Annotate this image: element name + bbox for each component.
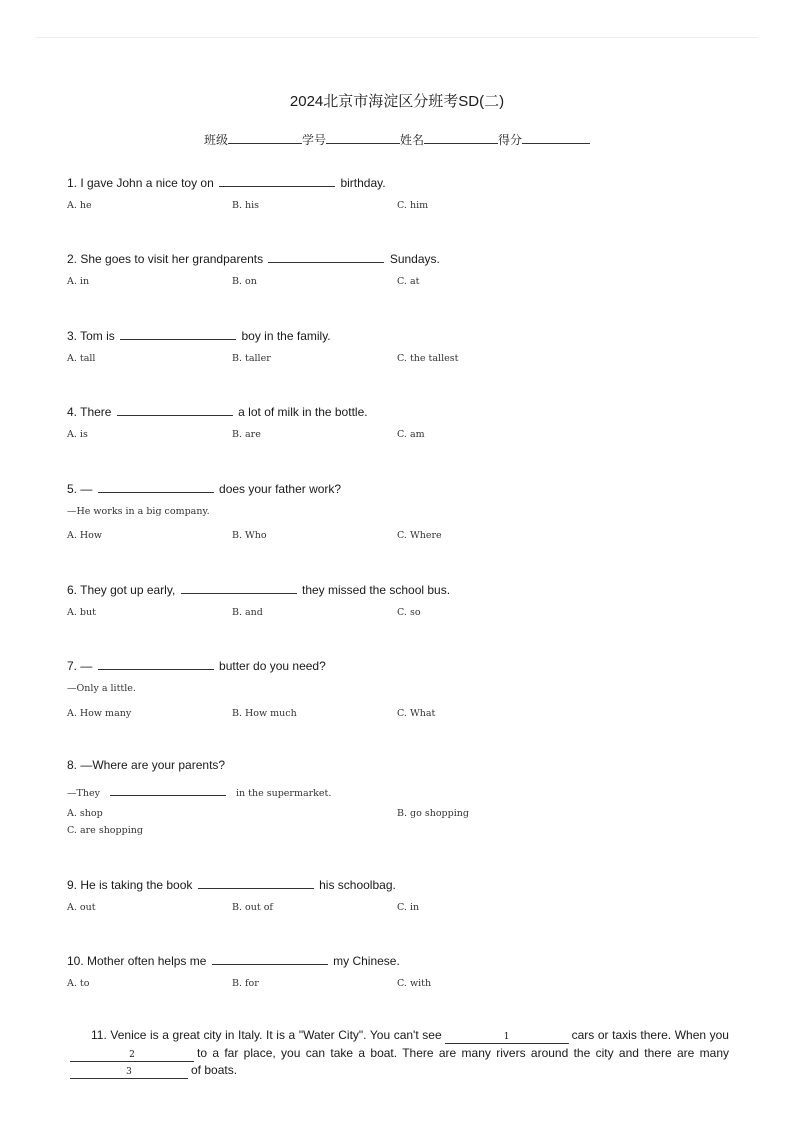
cloze-blank-2[interactable]: 2	[70, 1049, 194, 1062]
option-b[interactable]: B. are	[232, 429, 261, 440]
question-3-text-end: boy in the family.	[241, 329, 331, 343]
top-rule	[36, 37, 758, 38]
question-6	[67, 581, 450, 597]
options-10	[67, 978, 727, 992]
options-1	[67, 200, 727, 214]
option-a[interactable]: A. is	[67, 429, 88, 440]
question-8-reply-end: in the supermarket.	[235, 788, 332, 799]
question-3	[67, 327, 331, 343]
field-score-label: 得分	[498, 133, 523, 147]
option-a[interactable]: A. to	[67, 978, 90, 989]
question-1	[67, 174, 386, 190]
cloze-blank-3[interactable]: 3	[70, 1066, 188, 1079]
question-10	[67, 952, 400, 968]
question-7-text-end: butter do you need?	[219, 659, 326, 673]
option-a[interactable]: A. but	[67, 607, 96, 618]
question-2-text-end: Sundays.	[389, 252, 440, 266]
option-a[interactable]: A. out	[67, 902, 96, 913]
option-a[interactable]: A. How	[67, 530, 103, 541]
question-7	[67, 657, 326, 673]
question-9-text: 9. He is taking the book	[67, 878, 193, 892]
option-c[interactable]: C. Where	[397, 530, 442, 541]
question-6-text: 6. They got up early,	[67, 583, 176, 597]
question-4	[67, 403, 368, 419]
option-c[interactable]: C. him	[397, 200, 429, 211]
options-2	[67, 276, 727, 290]
question-8-reply	[67, 784, 331, 799]
option-b[interactable]: B. out of	[232, 902, 273, 913]
answer-blank[interactable]	[198, 876, 314, 889]
question-2	[67, 250, 440, 266]
field-name-label: 姓名	[400, 133, 425, 147]
passage-text: 11. Venice is a great city in Italy. It is a "Water City". You can't see	[91, 1028, 442, 1042]
option-a[interactable]: A. shop	[67, 808, 103, 819]
field-class-label: 班级	[203, 133, 228, 147]
question-10-text-end: my Chinese.	[333, 954, 400, 968]
option-a[interactable]: A. How many	[67, 708, 132, 719]
field-id-label: 学号	[301, 133, 326, 147]
answer-blank[interactable]	[181, 581, 297, 594]
option-c[interactable]: C. in	[397, 902, 420, 913]
question-9-text-end: his schoolbag.	[319, 878, 396, 892]
answer-blank[interactable]	[120, 327, 236, 340]
options-7	[67, 708, 727, 722]
options-6	[67, 607, 727, 621]
cloze-blank-1[interactable]: 1	[445, 1031, 569, 1044]
question-4-text-end: a lot of milk in the bottle.	[238, 405, 368, 419]
option-c[interactable]: C. What	[397, 708, 436, 719]
question-5	[67, 480, 341, 496]
question-4-text: 4. There	[67, 405, 112, 419]
field-id-blank[interactable]	[326, 131, 400, 144]
question-8	[67, 758, 225, 772]
option-c[interactable]: C. are shopping	[67, 825, 143, 836]
field-class-blank[interactable]	[228, 131, 302, 144]
question-5-text-end: does your father work?	[219, 482, 342, 496]
question-9	[67, 876, 396, 892]
answer-blank[interactable]	[268, 250, 384, 263]
option-c[interactable]: C. am	[397, 429, 425, 440]
option-b[interactable]: B. his	[232, 200, 260, 211]
option-c[interactable]: C. the tallest	[397, 353, 459, 364]
option-a[interactable]: A. he	[67, 200, 92, 211]
question-5-reply: —He works in a big company.	[67, 506, 210, 517]
option-a[interactable]: A. tall	[67, 353, 96, 364]
question-6-text-end: they missed the school bus.	[301, 583, 451, 597]
option-c[interactable]: C. so	[397, 607, 421, 618]
option-b[interactable]: B. taller	[232, 353, 271, 364]
question-8-reply-start: —They	[67, 788, 100, 799]
option-b[interactable]: B. for	[232, 978, 259, 989]
options-5	[67, 530, 727, 544]
option-b[interactable]: B. Who	[232, 530, 267, 541]
answer-blank[interactable]	[110, 784, 226, 796]
passage-text: of boats.	[191, 1063, 238, 1077]
cloze-passage	[67, 1027, 729, 1080]
options-3	[67, 353, 727, 367]
options-8	[67, 808, 727, 822]
question-2-text: 2. She goes to visit her grandparents	[67, 252, 264, 266]
question-3-text: 3. Tom is	[67, 329, 115, 343]
option-b[interactable]: B. go shopping	[397, 808, 469, 819]
question-7-text: 7. —	[67, 659, 93, 673]
option-b[interactable]: B. on	[232, 276, 257, 287]
field-name-blank[interactable]	[424, 131, 498, 144]
question-5-text: 5. —	[67, 482, 93, 496]
option-b[interactable]: B. and	[232, 607, 263, 618]
answer-blank[interactable]	[98, 480, 214, 493]
question-7-reply: —Only a little.	[67, 683, 136, 694]
answer-blank[interactable]	[219, 174, 335, 187]
passage-text: to a far place, you can take a boat. There are many rivers around the city and there are many	[197, 1045, 729, 1060]
answer-blank[interactable]	[212, 952, 328, 965]
answer-blank[interactable]	[98, 657, 214, 670]
passage-text: cars or taxis there. When you	[571, 1028, 729, 1042]
answer-blank[interactable]	[117, 403, 233, 416]
option-c[interactable]: C. with	[397, 978, 432, 989]
student-info-line	[0, 131, 794, 148]
question-1-text-end: birthday.	[340, 176, 386, 190]
field-score-blank[interactable]	[522, 131, 590, 144]
question-10-text: 10. Mother often helps me	[67, 954, 207, 968]
option-a[interactable]: A. in	[67, 276, 90, 287]
option-b[interactable]: B. How much	[232, 708, 297, 719]
options-4	[67, 429, 727, 443]
options-8-row2	[67, 825, 727, 839]
page-title: 2024北京市海淀区分班考SD(二)	[289, 93, 505, 110]
question-8-text: 8. —Where are your parents?	[67, 758, 226, 772]
question-1-text: 1. I gave John a nice toy on	[67, 176, 214, 190]
options-9	[67, 902, 727, 916]
option-c[interactable]: C. at	[397, 276, 420, 287]
